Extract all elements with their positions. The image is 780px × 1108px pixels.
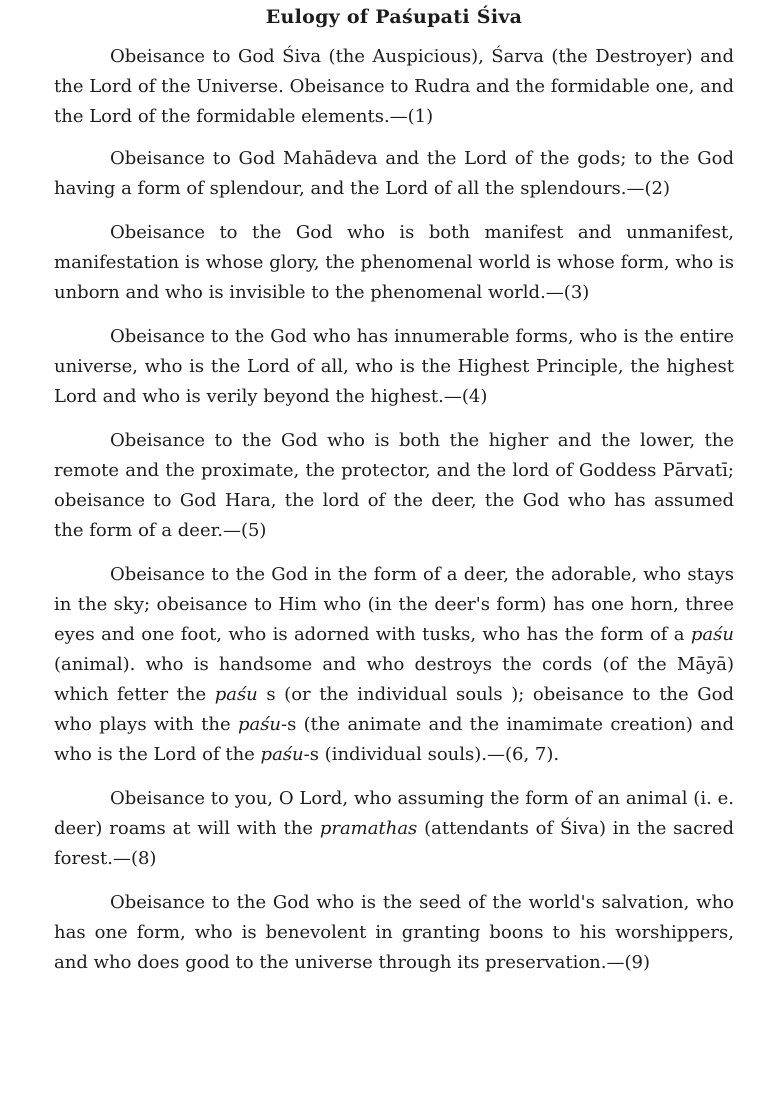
verse-9: Obeisance to the God who is the seed of the world's salvation, who has one form, who is benevolent in granting boons to his worshippers, and who does good to the universe through its preservation.—(9) bbox=[54, 892, 734, 973]
verse-8 bbox=[54, 784, 734, 874]
italic-term: paśu bbox=[214, 684, 258, 705]
verse-6-7 bbox=[54, 560, 734, 770]
page-title: Eulogy of Paśupati Śiva bbox=[265, 6, 523, 28]
italic-term: pramathas bbox=[319, 818, 418, 839]
verse-5: Obeisance to the God who is both the higher and the lower, the remote and the proximate, the protector, and the lord of Goddess Pārvatī; obeisance to God Hara, the lord of the deer, the God who has assumed the form of a deer.—(5) bbox=[54, 430, 734, 541]
italic-term: paśu bbox=[260, 744, 304, 765]
verse-text: -s (individual souls).—(6, 7). bbox=[303, 744, 560, 765]
verse-text: s (or the individual souls ); obeisance to the God who plays with the bbox=[54, 684, 734, 735]
verse-text: -s (the animate and the inamimate creation) and who is the Lord of the bbox=[54, 714, 735, 765]
verse-1: Obeisance to God Śiva (the Auspicious), Śarva (the Destroyer) and the Lord of the Universe. Obeisance to Rudra and the formidable one, and the Lord of the formidable elements.—(1) bbox=[54, 46, 734, 127]
italic-term: paśu bbox=[237, 714, 282, 735]
verse-3: Obeisance to the God who is both manifest and unmanifest, manifestation is whose glory, the phenomenal world is whose form, who is unborn and who is invisible to the phenomenal world.—(3) bbox=[54, 222, 734, 303]
verse-2: Obeisance to God Mahādeva and the Lord of the gods; to the God having a form of splendour, and the Lord of all the splendours.—(2) bbox=[54, 148, 734, 199]
verse-text: (animal). who is handsome and who destroys the cords (of the Māyā) which fetter the bbox=[54, 654, 734, 705]
verse-text: Obeisance to you, O Lord, who assuming the form of an animal (i. e. deer) roams at will with the bbox=[54, 788, 734, 839]
verse-text: Obeisance to the God in the form of a deer, the adorable, who stays in the sky; obeisance to Him who (in the deer's form) has one horn, three eyes and one foot, who is adorned with tusks, who has the form of a bbox=[54, 564, 734, 645]
verse-4: Obeisance to the God who has innumerable forms, who is the entire universe, who is the Lord of all, who is the Highest Principle, the highest Lord and who is verily beyond the highest.—(4) bbox=[54, 326, 734, 407]
italic-term: paśu bbox=[690, 624, 734, 645]
verse-text: (attendants of Śiva) in the sacred forest.—(8) bbox=[54, 818, 735, 869]
